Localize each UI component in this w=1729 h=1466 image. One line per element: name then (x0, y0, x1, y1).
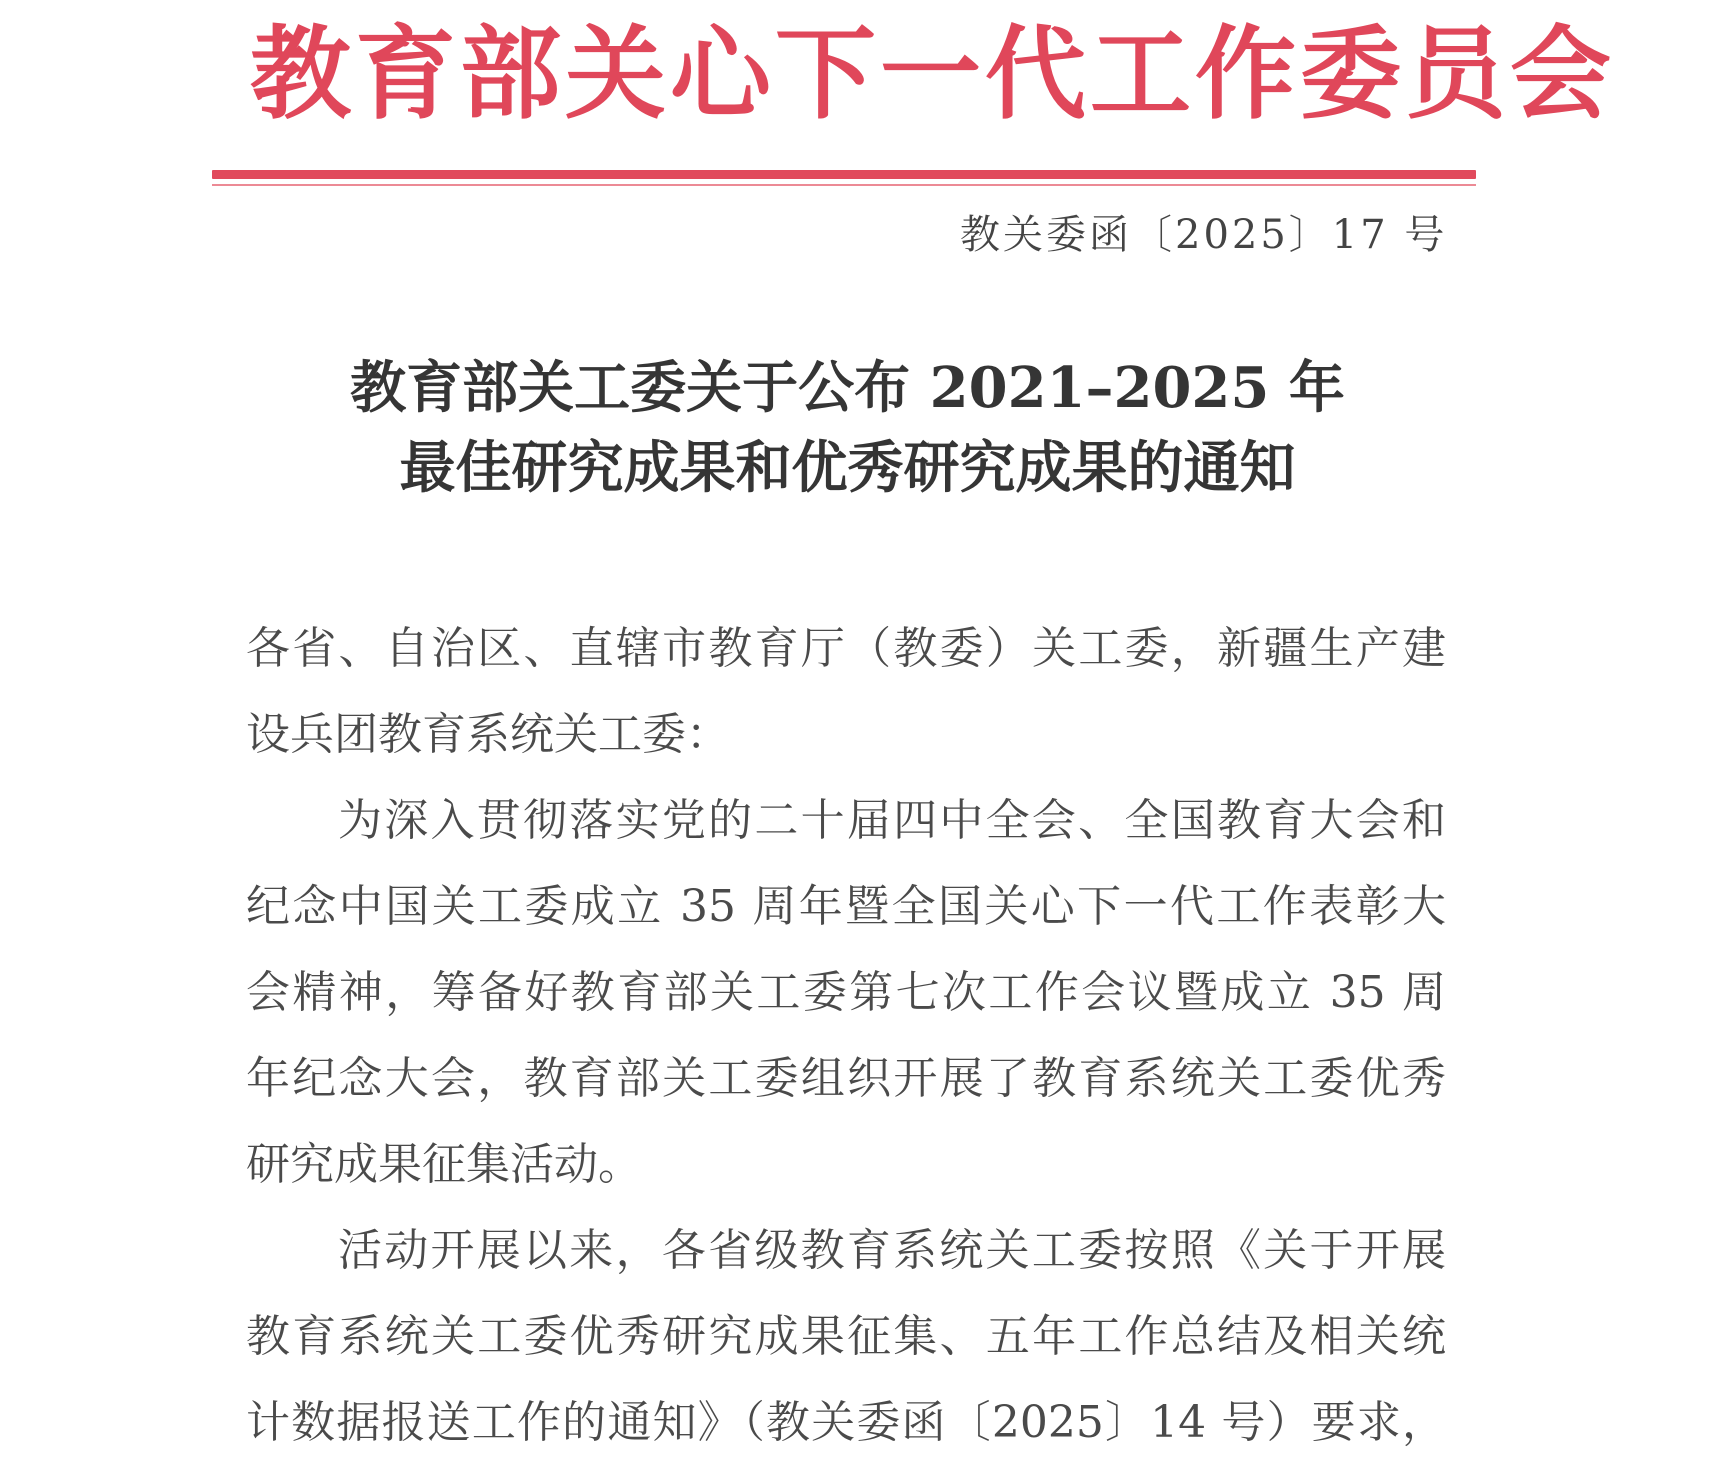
document-title (240, 348, 1455, 508)
document-title-line-2: 最佳研究成果和优秀研究成果的通知 (399, 435, 1296, 501)
body-line-4: 纪念中国关工委成立 35 周年暨全国关心下一代工作表彰大 (246, 881, 1446, 932)
document-body (246, 606, 1446, 1466)
body-line-1: 各省、自治区、直辖市教育厅（教委）关工委，新疆生产建 (246, 623, 1446, 674)
body-line-6: 年纪念大会，教育部关工委组织开展了教育系统关工委优秀 (246, 1053, 1446, 1104)
body-line-7: 研究成果征集活动。 (246, 1139, 642, 1190)
document-number: 教关委函〔2025〕17 号 (960, 212, 1448, 258)
document-title-line-1: 教育部关工委关于公布 2021–2025 年 (350, 355, 1345, 421)
body-line-3: 为深入贯彻落实党的二十届四中全会、全国教育大会和 (338, 795, 1446, 846)
body-line-8: 活动开展以来，各省级教育系统关工委按照《关于开展 (338, 1225, 1446, 1276)
body-line-10: 计数据报送工作的通知》（教关委函〔2025〕14 号）要求， (246, 1397, 1446, 1448)
red-header-rule-thin (212, 184, 1476, 186)
body-line-2: 设兵团教育系统关工委： (246, 709, 730, 760)
body-line-9: 教育系统关工委优秀研究成果征集、五年工作总结及相关统 (246, 1311, 1446, 1362)
organization-header: 教育部关心下一代工作委员会 (250, 14, 1616, 133)
red-header-rule (212, 170, 1476, 179)
body-line-5: 会精神，筹备好教育部关工委第七次工作会议暨成立 35 周 (246, 967, 1446, 1018)
